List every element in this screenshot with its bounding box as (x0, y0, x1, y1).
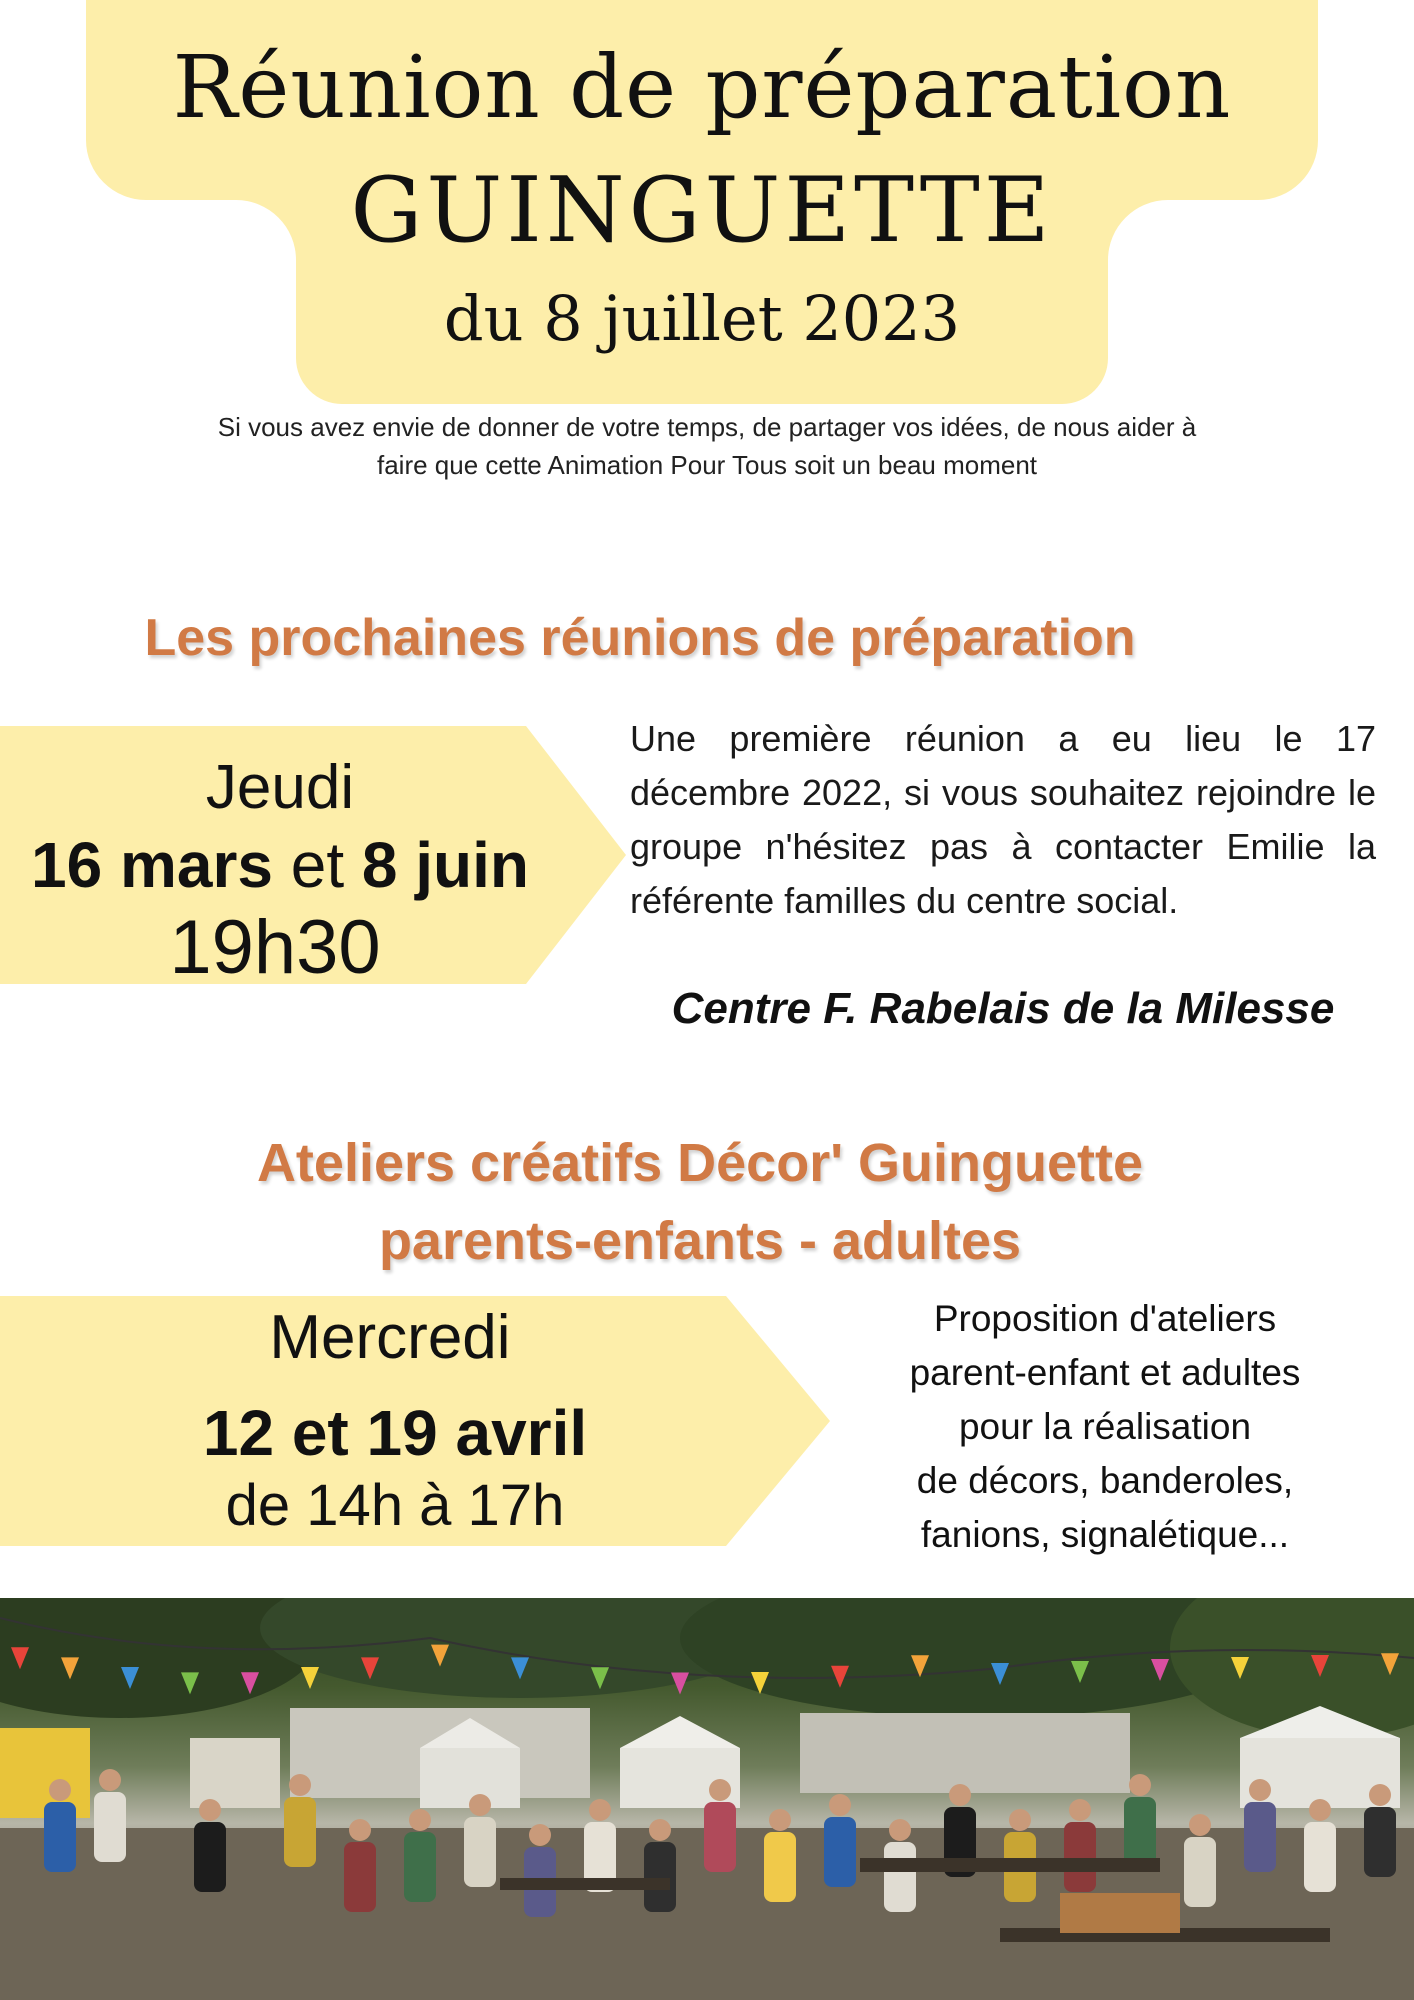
person-body (1124, 1797, 1156, 1867)
workshops-dates: 12 et 19 avril (202, 1397, 588, 1469)
wooden-game-box (1060, 1893, 1180, 1933)
person-body (1304, 1822, 1336, 1892)
food-truck (0, 1728, 90, 1818)
banner-curve-left (236, 200, 296, 260)
person-head (1189, 1814, 1211, 1836)
person-head (589, 1799, 611, 1821)
guinguette-photo (0, 1598, 1414, 2000)
banner-curve-right (1108, 200, 1168, 260)
person-body (1064, 1822, 1096, 1892)
person-head (709, 1779, 731, 1801)
food-truck (190, 1738, 280, 1808)
person-body (44, 1802, 76, 1872)
meetings-heading: Les prochaines réunions de préparation (144, 609, 1136, 667)
person-head (1069, 1799, 1091, 1821)
picnic-table (500, 1878, 670, 1890)
person-head (469, 1794, 491, 1816)
meetings-location: Centre F. Rabelais de la Milesse (671, 984, 1335, 1033)
person-body (344, 1842, 376, 1912)
person-body (1364, 1807, 1396, 1877)
bunting-flag (301, 1667, 319, 1689)
intro-line-2: faire que cette Animation Pour Tous soit un beau moment (376, 450, 1038, 480)
person-body (644, 1842, 676, 1912)
person-head (529, 1824, 551, 1846)
person-body (1244, 1802, 1276, 1872)
person-body (704, 1802, 736, 1872)
photo-illustration (0, 1598, 1414, 2000)
meetings-day: Jeudi (205, 753, 355, 822)
person-head (889, 1819, 911, 1841)
person-head (409, 1809, 431, 1831)
person-head (1369, 1784, 1391, 1806)
person-head (349, 1819, 371, 1841)
workshops-description (830, 1292, 1380, 1562)
intro-line-1: Si vous avez envie de donner de votre temps, de partager vos idées, de nous aider à (217, 412, 1197, 442)
person-head (769, 1809, 791, 1831)
person-head (829, 1794, 851, 1816)
person-head (289, 1774, 311, 1796)
tree-canopy (1170, 1598, 1414, 1738)
person-head (49, 1779, 71, 1801)
workshops-desc-line: pour la réalisation (958, 1406, 1252, 1447)
person-head (1249, 1779, 1271, 1801)
person-body (464, 1817, 496, 1887)
person-head (199, 1799, 221, 1821)
tent (420, 1748, 520, 1808)
event-date: du 8 juillet 2023 (443, 282, 961, 355)
person-head (1309, 1799, 1331, 1821)
person-body (284, 1797, 316, 1867)
workshops-heading-line-2: parents-enfants - adultes (378, 1211, 1022, 1271)
workshops-time: de 14h à 17h (225, 1473, 565, 1538)
workshops-heading (0, 1124, 1400, 1280)
person-head (1129, 1774, 1151, 1796)
person-body (1184, 1837, 1216, 1907)
workshops-day: Mercredi (269, 1303, 511, 1372)
person-body (94, 1792, 126, 1862)
person-head (99, 1769, 121, 1791)
meeting-date-1: 16 mars (30, 829, 273, 901)
person-body (404, 1832, 436, 1902)
workshops-heading-line-1: Ateliers créatifs Décor' Guinguette (256, 1133, 1144, 1193)
building (800, 1713, 1130, 1793)
intro-text (120, 408, 1294, 484)
meeting-date-and: et (290, 829, 345, 901)
workshops-desc-line: Proposition d'ateliers (933, 1298, 1277, 1339)
tent-roof (620, 1716, 740, 1748)
person-head (949, 1784, 971, 1806)
workshops-desc-line: fanions, signalétique... (920, 1514, 1290, 1555)
event-name: GUINGUETTE (350, 158, 1054, 263)
meeting-date-2: 8 juin (361, 829, 530, 901)
picnic-table (860, 1858, 1160, 1872)
meetings-paragraph: Une première réunion a eu lieu le 17 décembre 2022, si vous souhaitez rejoindre le groupe n'hésitez pas à contacter Emilie la référente familles du centre social. (630, 718, 1376, 921)
workshops-desc-line: parent-enfant et adultes (909, 1352, 1301, 1393)
person-head (649, 1819, 671, 1841)
person-head (1009, 1809, 1031, 1831)
meetings-time: 19h30 (169, 905, 381, 990)
person-body (764, 1832, 796, 1902)
person-body (824, 1817, 856, 1887)
person-body (194, 1822, 226, 1892)
workshops-desc-line: de décors, banderoles, (916, 1460, 1294, 1501)
meetings-dates (0, 828, 560, 902)
page-title: Réunion de préparation (172, 38, 1232, 138)
person-body (884, 1842, 916, 1912)
